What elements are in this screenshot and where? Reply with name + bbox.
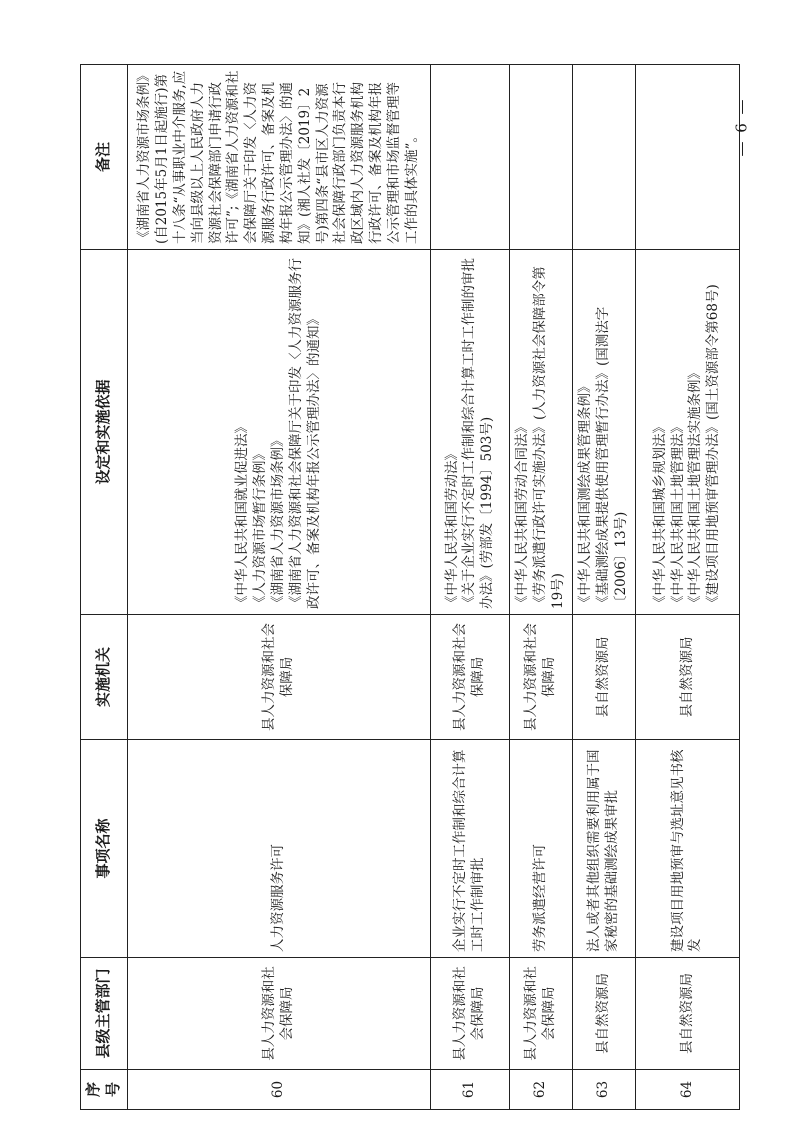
row-legal-basis xyxy=(431,250,510,615)
basis-line: 《劳务派遣行政许可实施办法》(人力资源社会保障部令第19号) xyxy=(532,266,567,609)
rotated-table-page xyxy=(80,65,740,1110)
row-agency: 县人力资源和社会保障局 xyxy=(127,615,431,740)
row-number: 61 xyxy=(431,1070,510,1110)
basis-line: 《中华人民共和国土地管理法实施条例》 xyxy=(687,366,704,609)
row-number: 62 xyxy=(510,1070,573,1110)
row-department: 县人力资源和社会保障局 xyxy=(127,958,431,1070)
row-agency: 县自然资源局 xyxy=(635,615,739,740)
basis-line: 《中华人民共和国城乡规划法》 xyxy=(651,420,668,609)
table-header-row xyxy=(81,65,128,1110)
row-agency: 县人力资源和社会保障局 xyxy=(431,615,510,740)
table-row xyxy=(635,65,739,1110)
basis-line: 《关于企业实行不定时工作制和综合计算工时工作制的审批办法》(劳部发〔1994〕503号) xyxy=(461,258,496,609)
row-department: 县自然资源局 xyxy=(635,958,739,1070)
row-legal-basis xyxy=(573,250,636,615)
row-remarks xyxy=(510,65,573,250)
row-department: 县自然资源局 xyxy=(573,958,636,1070)
row-legal-basis xyxy=(510,250,573,615)
row-number: 60 xyxy=(127,1070,431,1110)
row-legal-basis xyxy=(127,250,431,615)
basis-line: 《湖南省人力资源和社会保障厅关于印发〈人力资源服务行政许可、备案及机构年报公示管理办法〉的通知》 xyxy=(287,258,322,609)
header-legal-basis: 设定和实施依据 xyxy=(81,250,128,615)
table-row xyxy=(510,65,573,1110)
basis-line: 《中华人民共和国劳动法》 xyxy=(443,447,460,609)
table-row xyxy=(573,65,636,1110)
header-agency: 实施机关 xyxy=(81,615,128,740)
row-legal-basis xyxy=(635,250,739,615)
header-department: 县级主管部门 xyxy=(81,958,128,1070)
basis-line: 《中华人民共和国测绘成果管理条例》 xyxy=(577,379,594,609)
basis-line: 《建设项目用地预审管理办法》(国土资源部令第68号) xyxy=(705,284,722,609)
table-row xyxy=(127,65,431,1110)
approval-items-table xyxy=(80,64,740,1110)
row-department: 县人力资源和社会保障局 xyxy=(510,958,573,1070)
basis-line: 《基础测绘成果提供使用管理暂行办法》(国测法字〔2006〕13号) xyxy=(595,306,629,609)
page-number: — 6 — xyxy=(732,97,751,157)
header-remarks: 备注 xyxy=(81,65,128,250)
row-item-name: 法人或者其他组织需要利用属于国家秘密的基础测绘成果审批 xyxy=(573,740,636,958)
table-row xyxy=(431,65,510,1110)
row-item-name: 建设项目用地预审与选址意见书核发 xyxy=(635,740,739,958)
basis-line: 《湖南省人力资源市场条例》 xyxy=(270,433,287,609)
row-item-name: 企业实行不定时工作制和综合计算工时工作制审批 xyxy=(431,740,510,958)
header-index: 序号 xyxy=(81,1070,128,1110)
row-number: 63 xyxy=(573,1070,636,1110)
row-remarks xyxy=(573,65,636,250)
row-agency: 县自然资源局 xyxy=(573,615,636,740)
row-item-name: 劳务派遣经营许可 xyxy=(510,740,573,958)
row-remarks xyxy=(635,65,739,250)
row-remarks: 《湖南省人力资源市场条例》(自2015年5月1日起施行)第十八条“从事职业中介服务,应当向县级以上人民政府人力资源社会保障部门申请行政许可”;《湖南省人力资源和社会保障厅关于印发〈人力资源服务行政许可、备案及机构年报公示管理办法〉的通知》(湘人社发〔2019〕2号)第四条“县市区人力资源社会保障行政部门负责本行政区域内人力资源服务机构行政许可、备案及机构年报公示管理和市场监督管理等工作的具体实施”。 xyxy=(127,65,431,250)
basis-line: 《中华人民共和国土地管理法》 xyxy=(669,420,686,609)
basis-line: 《中华人民共和国劳动合同法》 xyxy=(514,420,531,609)
row-department: 县人力资源和社会保障局 xyxy=(431,958,510,1070)
row-number: 64 xyxy=(635,1070,739,1110)
header-item-name: 事项名称 xyxy=(81,740,128,958)
row-item-name: 人力资源服务许可 xyxy=(127,740,431,958)
basis-line: 《中华人民共和国就业促进法》 xyxy=(234,420,251,609)
basis-line: 《人力资源市场暂行条例》 xyxy=(252,447,269,609)
row-remarks xyxy=(431,65,510,250)
row-agency: 县人力资源和社会保障局 xyxy=(510,615,573,740)
